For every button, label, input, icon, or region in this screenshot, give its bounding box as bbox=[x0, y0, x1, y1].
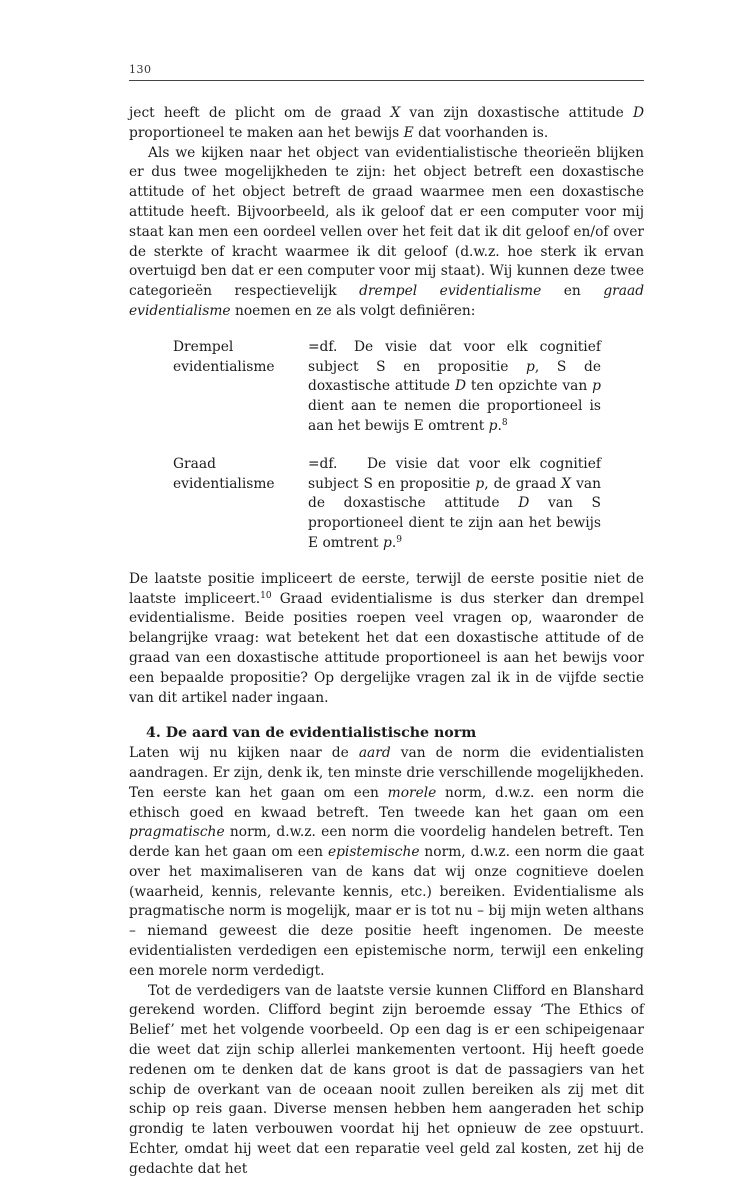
paragraph-implication: De laatste positie impliceert de eerste, terwijl de eerste positie niet de laatste impliceert.$^{10}$ Graad evidentialisme is dus sterker dan drempel evidentialisme. Beide posities roepen veel vragen op, waaronder de belangrijke vraag: wat betekent het dat een doxastische attitude of de graad van een doxastische attitude proportioneel is aan het bewijs voor een bepaalde propositie? Op dergelijke vragen zal ik in de vijfde sectie van dit artikel nader ingaan. bbox=[129, 570, 644, 706]
paragraph-continuation: ject heeft de plicht om de graad X van zijn doxastische attitude D proportioneel te maken aan het bewijs E dat voorhanden is. bbox=[129, 105, 644, 141]
definition-text: =df. De visie dat voor elk cognitief subject S en propositie p, S de doxastische attitude D ten opzichte van p dient aan te nemen die proportioneel is aan het bewijs E omtrent p.$^8$ bbox=[308, 338, 602, 434]
header-rule bbox=[129, 80, 644, 81]
definition-drempel bbox=[129, 338, 644, 437]
definition-term: Graad evidentialisme bbox=[173, 455, 275, 492]
page-number: 130 bbox=[129, 63, 152, 76]
definition-text: =df. De visie dat voor elk cognitief subject S en propositie p, de graad X van de doxastische attitude D van S proportioneel dient te zijn aan het bewijs E omtrent p.$^9$ bbox=[308, 455, 602, 551]
definition-term: Drempel evidentialisme bbox=[173, 338, 275, 375]
footnote-marker[interactable]: 10 bbox=[260, 590, 272, 601]
footnote-marker[interactable]: 9 bbox=[396, 534, 402, 545]
page-body bbox=[129, 104, 644, 1180]
definition-graad bbox=[129, 455, 644, 554]
paragraph-norm-types: Laten wij nu kijken naar de aard van de norm die evidentialisten aandragen. Er zijn, denk ik, ten minste drie verschillende mogelijkheden. Ten eerste kan het gaan om een morele norm, d.w.z. een norm die ethisch goed en kwaad betreft. Ten tweede kan het gaan om een pragmatische norm, d.w.z. een norm die voordelig handelen betreft. Ten derde kan het gaan om een epistemische norm, d.w.z. een norm die gaat over het maximaliseren van de kans dat wij onze cognitieve doelen (waarheid, kennis, relevante kennis, etc.) bereiken. Evidentialisme als pragmatische norm is mogelijk, maar er is tot nu – bij mijn weten althans – niemand geweest die deze positie heeft ingenomen. De meeste evidentialisten verdedigen een epistemische norm, terwijl een enkeling een morele norm verdedigt. bbox=[129, 745, 645, 979]
footnote-marker[interactable]: 8 bbox=[501, 417, 508, 428]
section-heading: 4. De aard van de evidentialistische norm bbox=[146, 725, 477, 742]
paragraph-clifford: Tot de verdedigers van de laatste versie kunnen Clifford en Blanshard gerekend worden. Clifford begint zijn beroemde essay ‘The Ethics of Belief’ met het volgende voorbeeld. Op een dag is er een schipeigenaar die weet dat zijn schip allerlei mankementen vertoont. Hij heeft goede redenen om te denken dat de kans groot is dat de passagiers van het schip de overkant van de oceaan nooit zullen bereiken als zij met dit schip op reis gaan. Diverse mensen hebben hem aangeraden het schip grondig te laten verbouwen voordat hij het opnieuw de zee opstuurt. Echter, omdat hij weet dat een reparatie veel geld zal kosten, zet hij de gedachte dat het bbox=[129, 982, 644, 1177]
definitions-block bbox=[129, 338, 644, 554]
paragraph-object-categories: Als we kijken naar het object van evidentialistische theorieën blijken er dus twee mogelijkheden te zijn: het object betreft een doxastische attitude of het object betreft de graad waarmee men een doxastische attitude heeft. Bijvoorbeeld, als ik geloof dat er een computer voor mij staat kan men een oordeel vellen over het feit dat ik dit geloof en/of over de sterkte of kracht waarmee ik dit geloof (d.w.z. hoe sterk ik ervan overtuigd ben dat er een computer voor mij staat). Wij kunnen deze twee categorieën respectievelijk drempel evidentialisme en graad evidentialisme noemen en ze als volgt definiëren: bbox=[129, 144, 645, 319]
